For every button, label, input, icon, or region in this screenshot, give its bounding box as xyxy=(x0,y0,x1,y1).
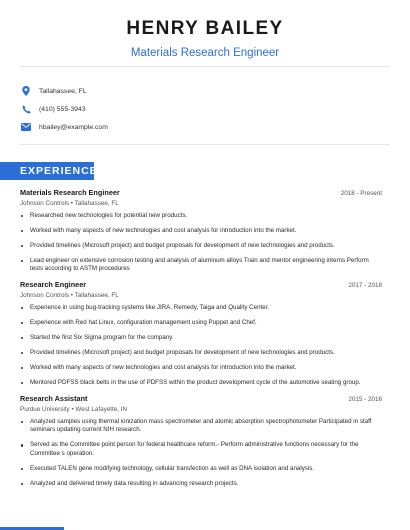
contact-location-text: Tallahassee, FL xyxy=(39,87,87,95)
separator-dot: • xyxy=(69,292,75,299)
job-bullets xyxy=(20,304,382,387)
job-title: Research Engineer xyxy=(20,280,87,289)
job-location: West Lafayette, IN xyxy=(75,406,128,413)
job-bullet: Experience in using bug-tracking systems like JIRA, Remedy, Taiga and Quality Center. xyxy=(20,304,382,312)
job-location: Tallahassee, FL xyxy=(74,292,119,299)
job-bullet: Worked with many aspects of new technologies and cost analysis for introduction into the market. xyxy=(20,364,382,372)
contact-email xyxy=(20,118,108,136)
job-dates: 2015 - 2016 xyxy=(348,396,382,403)
job-entry xyxy=(20,188,382,280)
job-employer xyxy=(20,200,382,207)
job-header xyxy=(20,394,382,403)
job-bullet: Provided timelines (Microsoft project) and budget proposals for development of new technologies and products. xyxy=(20,349,382,357)
separator-dot: • xyxy=(69,200,75,207)
job-location: Tallahassee, FL xyxy=(74,200,119,207)
job-company: Johnson Controls xyxy=(20,292,70,299)
job-company: Johnson Controls xyxy=(20,200,70,207)
separator-dot: • xyxy=(69,406,76,413)
job-bullet: Started the first Six Sigma program for the company. xyxy=(20,334,382,342)
job-header xyxy=(20,280,382,289)
job-dates: 2018 - Present xyxy=(340,190,382,197)
job-header xyxy=(20,188,382,197)
job-bullet: Provided timelines (Microsoft project) and budget proposals for development of new technologies and products. xyxy=(20,242,382,250)
job-title: Materials Research Engineer xyxy=(20,188,120,197)
job-bullet: Analyzed samples using thermal ionization mass spectrometer and atomic absorption spectrophotometer Participated in staff seminars updating current NIH research. xyxy=(20,418,382,435)
contact-divider xyxy=(20,144,390,145)
candidate-title: Materials Research Engineer xyxy=(130,47,280,59)
contact-email-text[interactable]: hbailey@example.com xyxy=(39,123,108,131)
job-employer xyxy=(20,406,382,413)
job-bullet: Mentored PDFSS black belts in the use of PDFSS within the product development cycle of the automotive seating group. xyxy=(20,379,382,387)
job-bullet: Served as the Committee point person for federal healthcare reform.- Perform administrative functions necessary for the Committee s operation. xyxy=(20,441,382,458)
resume-header xyxy=(0,0,410,60)
job-bullets xyxy=(20,418,382,488)
job-title: Research Assistant xyxy=(20,394,88,403)
job-employer xyxy=(20,292,382,299)
location-pin-icon xyxy=(20,85,32,97)
job-bullet: Executed TALEN gene modifying technology, cellular transfection as well as DNA isolation and analysis. xyxy=(20,465,382,473)
contact-phone xyxy=(20,100,108,118)
email-icon xyxy=(20,121,32,133)
experience-list xyxy=(20,188,382,495)
candidate-name: HENRY BAILEY xyxy=(126,18,284,39)
job-dates: 2017 - 2018 xyxy=(348,282,382,289)
job-bullet: Lead engineer on extensive corrosion testing and analysis of aluminum alloys Train and mentor engineering interns Perform tests according to ASTM procedures xyxy=(20,257,382,274)
job-company: Purdue University xyxy=(20,406,70,413)
job-bullets xyxy=(20,212,382,274)
contact-phone-text: (410) 555-3943 xyxy=(39,105,86,113)
phone-icon xyxy=(20,103,32,115)
job-bullet: Researched new technologies for potential new products. xyxy=(20,212,382,220)
job-entry xyxy=(20,280,382,394)
job-bullet: Worked with many aspects of new technologies and cost analysis for introduction into the market. xyxy=(20,227,382,235)
job-bullet: Experience with Red hat Linux, configuration management using Puppet and Chef. xyxy=(20,319,382,327)
contact-list xyxy=(20,82,108,136)
section-heading-experience: EXPERIENCE xyxy=(0,162,94,180)
contact-location xyxy=(20,82,108,100)
header-divider xyxy=(20,66,390,67)
job-bullet: Analyzed and delivered timely data resulting in advancing research projects. xyxy=(20,480,382,488)
job-entry xyxy=(20,394,382,488)
